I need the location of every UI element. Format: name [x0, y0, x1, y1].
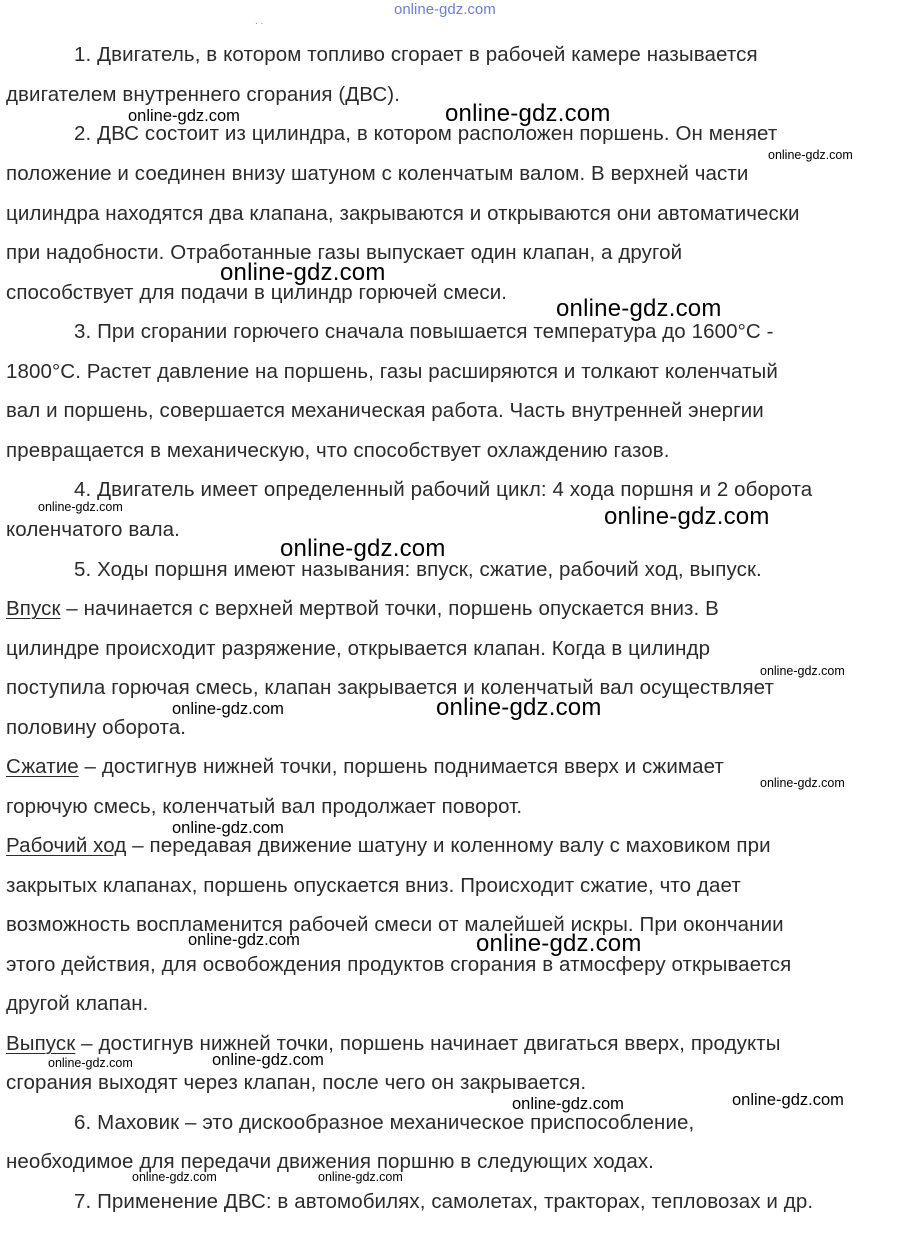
watermark: online-gdz.com — [732, 1091, 844, 1109]
power-line-1 — [6, 834, 771, 858]
compression-line-1 — [6, 755, 724, 779]
watermark: online-gdz.com — [132, 1170, 217, 1184]
exhaust-term: Выпуск — [6, 1032, 76, 1055]
paragraph-3-line-2: 1800°С. Растет давление на поршень, газы расширяются и толкают коленчатый — [6, 360, 778, 383]
paragraph-1-line-2: двигателем внутреннего сгорания (ДВС). — [6, 83, 401, 106]
intake-line-4: половину оборота. — [6, 716, 187, 739]
watermark: online-gdz.com — [556, 295, 722, 322]
compression-line-1-text: – достигнув нижней точки, поршень поднимается вверх и сжимает — [78, 755, 724, 778]
intake-line-3: поступила горючая смесь, клапан закрывается и коленчатый вал осуществляет — [6, 676, 774, 699]
paragraph-1-line-1: 1. Двигатель, в котором топливо сгорает в рабочей камере называется — [74, 43, 758, 66]
paragraph-4-line-2: коленчатого вала. — [6, 518, 180, 541]
watermark: online-gdz.com — [128, 107, 240, 125]
paragraph-2-line-4: при надобности. Отработанные газы выпускает один клапан, а другой — [6, 241, 683, 264]
power-line-3: возможность воспламенится рабочей смеси от малейшей искры. При окончании — [6, 913, 784, 936]
paragraph-3-line-3: вал и поршень, совершается механическая работа. Часть внутренней энергии — [6, 399, 764, 422]
watermark: online-gdz.com — [512, 1095, 624, 1113]
watermark: online-gdz.com — [768, 148, 853, 162]
watermark: online-gdz.com — [212, 1051, 324, 1069]
paragraph-7-line-1: 7. Применение ДВС: в автомобилях, самолетах, тракторах, тепловозах и др. — [74, 1190, 814, 1213]
watermark: online-gdz.com — [476, 930, 642, 957]
watermark-top: online-gdz.com — [394, 1, 496, 18]
intake-term: Впуск — [6, 597, 61, 620]
watermark: online-gdz.com — [604, 503, 770, 530]
watermark: online-gdz.com — [445, 100, 611, 127]
paragraph-5-line-1: 5. Ходы поршня имеют называния: впуск, сжатие, рабочий ход, выпуск. — [74, 558, 762, 581]
paragraph-2-line-2: положение и соединен внизу шатуном с коленчатым валом. В верхней части — [6, 162, 749, 185]
paragraph-2-line-5: способствует для подачи в цилиндр горючей смеси. — [6, 281, 508, 304]
watermark: online-gdz.com — [280, 535, 446, 562]
intake-line-2: цилиндре происходит разряжение, открывается клапан. Когда в цилиндр — [6, 637, 711, 660]
compression-term: Сжатие — [6, 755, 79, 778]
power-line-5: другой клапан. — [6, 992, 149, 1015]
paragraph-4-line-1: 4. Двигатель имеет определенный рабочий цикл: 4 хода поршня и 2 оборота — [74, 478, 813, 501]
intake-line-1 — [6, 597, 719, 621]
paragraph-2-line-1: 2. ДВС состоит из цилиндра, в котором расположен поршень. Он меняет — [74, 122, 778, 145]
power-line-2: закрытых клапанах, поршень опускается вниз. Происходит сжатие, что дает — [6, 874, 741, 897]
exhaust-line-1-text: – достигнув нижней точки, поршень начинает двигаться вверх, продукты — [75, 1032, 781, 1055]
watermark-dots: . . — [255, 16, 264, 27]
exhaust-line-2: сгорания выходят через клапан, после чего он закрывается. — [6, 1071, 587, 1094]
watermark: online-gdz.com — [436, 694, 602, 721]
watermark: online-gdz.com — [172, 700, 284, 718]
watermark: online-gdz.com — [318, 1170, 403, 1184]
watermark: online-gdz.com — [220, 259, 386, 286]
watermark: online-gdz.com — [48, 1056, 133, 1070]
power-line-4: этого действия, для освобождения продуктов сгорания в атмосферу открывается — [6, 953, 792, 976]
paragraph-3-line-1: 3. При сгорании горючего сначала повышается температура до 1600°С - — [74, 320, 774, 343]
power-line-1-text: – передавая движение шатуну и коленному валу с маховиком при — [126, 834, 771, 857]
watermark: online-gdz.com — [760, 776, 845, 790]
watermark: online-gdz.com — [760, 664, 845, 678]
compression-line-2: горючую смесь, коленчатый вал продолжает поворот. — [6, 795, 523, 818]
watermark: online-gdz.com — [172, 819, 284, 837]
intake-line-1-text: – начинается с верхней мертвой точки, поршень опускается вниз. В — [60, 597, 719, 620]
paragraph-6-line-1: 6. Маховик – это дискообразное механическое приспособление, — [74, 1111, 695, 1134]
paragraph-3-line-4: превращается в механическую, что способствует охлаждению газов. — [6, 439, 670, 462]
exhaust-line-1 — [6, 1032, 781, 1056]
watermark: online-gdz.com — [188, 931, 300, 949]
watermark: online-gdz.com — [38, 500, 123, 514]
paragraph-2-line-3: цилиндра находятся два клапана, закрываются и открываются они автоматически — [6, 202, 800, 225]
power-term: Рабочий ход — [6, 834, 127, 857]
paragraph-6-line-2: необходимое для передачи движения поршню в следующих ходах. — [6, 1150, 654, 1173]
